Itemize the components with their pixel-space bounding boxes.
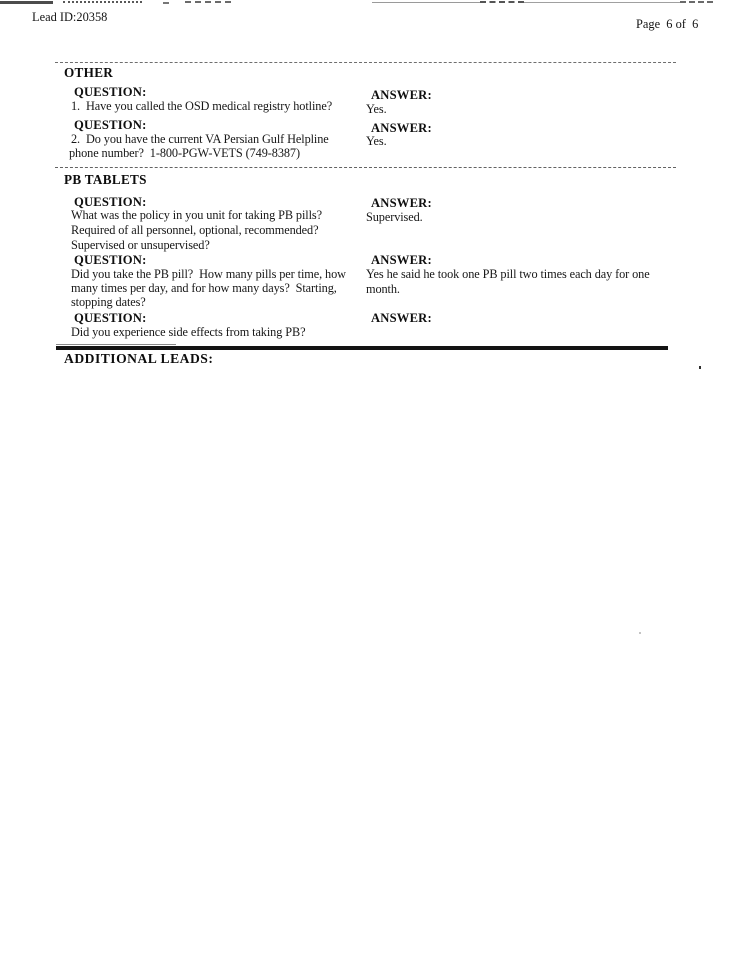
question-label: QUESTION: [74,311,147,325]
answer-line: Yes he said he took one PB pill two times each day for one [366,267,650,281]
answer-line: Yes. [366,134,387,148]
question-line: What was the policy in you unit for taking PB pills? [71,208,322,222]
scan-artifact-segment [680,1,713,3]
question-line: Required of all personnel, optional, recommended? [71,223,319,237]
scan-artifact-segment [163,2,169,4]
question-line: Did you experience side effects from taking PB? [71,325,306,339]
question-label: QUESTION: [74,118,147,132]
section-divider [55,167,676,168]
question-line: 2. Do you have the current VA Persian Gulf Helpline [71,132,329,146]
answer-label: ANSWER: [371,311,432,325]
question-line: Supervised or unsupervised? [71,238,210,252]
scan-artifact-segment [63,1,142,3]
scan-artifact-segment [0,1,53,4]
ink-speck [639,632,641,634]
scan-artifact-segment [480,1,524,3]
answer-label: ANSWER: [371,196,432,210]
question-line: phone number? 1-800-PGW-VETS (749-8387) [69,146,300,160]
answer-label: ANSWER: [371,121,432,135]
answer-line: Supervised. [366,210,423,224]
question-label: QUESTION: [74,85,147,99]
answer-line: Yes. [366,102,387,116]
section-title-pb-tablets: PB TABLETS [64,172,147,187]
scan-artifact-segment [524,2,680,3]
thick-divider-cap [56,344,176,345]
scan-artifact-segment [185,1,231,3]
page-number: Page 6 of 6 [636,17,699,31]
section-divider [55,62,676,63]
ink-speck [699,366,701,369]
lead-id: Lead ID:20358 [32,10,108,24]
additional-leads-heading: ADDITIONAL LEADS: [64,351,214,366]
question-label: QUESTION: [74,195,147,209]
question-line: Did you take the PB pill? How many pills per time, how [71,267,346,281]
section-title-other: OTHER [64,65,114,80]
answer-label: ANSWER: [371,88,432,102]
question-line: many times per day, and for how many days? Starting, [71,281,337,295]
answer-label: ANSWER: [371,253,432,267]
question-label: QUESTION: [74,253,147,267]
answer-line: month. [366,282,400,296]
scan-artifact-segment [372,2,480,3]
question-line: stopping dates? [71,295,146,309]
question-line: 1. Have you called the OSD medical registry hotline? [71,99,333,113]
thick-divider [56,346,668,350]
